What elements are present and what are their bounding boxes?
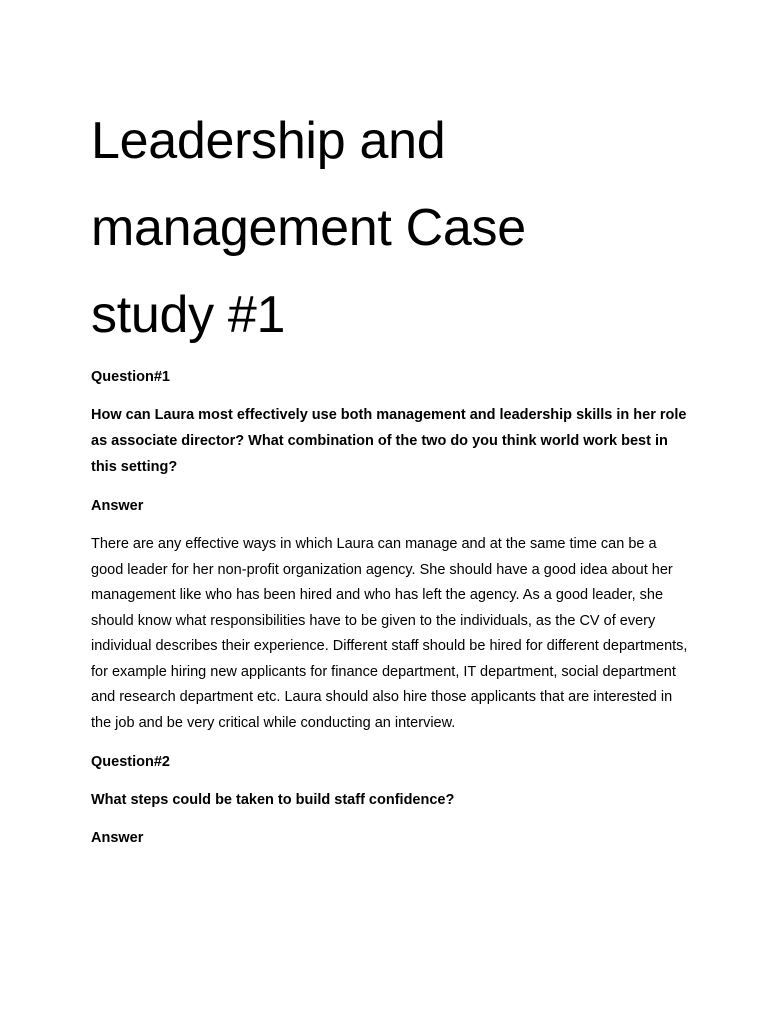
title-line-2: management Case — [91, 199, 526, 257]
title-line-3: study #1 — [91, 286, 286, 344]
answer-1-text: There are any effective ways in which Laura can manage and at the same time can be a good leader for her non-profit organization agency. She should have a good idea about her management like who has been hired and who has left the agency. As a good leader, she should know what responsibilities have to be given to the individuals, as the CV of every individual describes their experience. Different staff should be hired for different departments, for example hiring new applicants for finance department, IT department, social department and research department etc. Laura should also hire those applicants that are interested in the job and be very critical while conducting an interview. — [91, 536, 688, 731]
question-2-section — [91, 752, 691, 848]
question-2-text: What steps could be taken to build staff confidence? — [91, 792, 455, 808]
question-1-label: Question#1 — [91, 369, 170, 385]
answer-1-label: Answer — [91, 498, 144, 514]
question-1-section — [91, 367, 691, 736]
question-2-label: Question#2 — [91, 754, 170, 770]
question-1-text: How can Laura most effectively use both management and leadership skills in her role as associate director? What combination of the two do you think world work best in this setting? — [91, 407, 687, 475]
document-title — [91, 98, 691, 359]
document-page — [91, 98, 691, 848]
title-line-1: Leadership and — [91, 112, 446, 170]
answer-2-label: Answer — [91, 830, 144, 846]
